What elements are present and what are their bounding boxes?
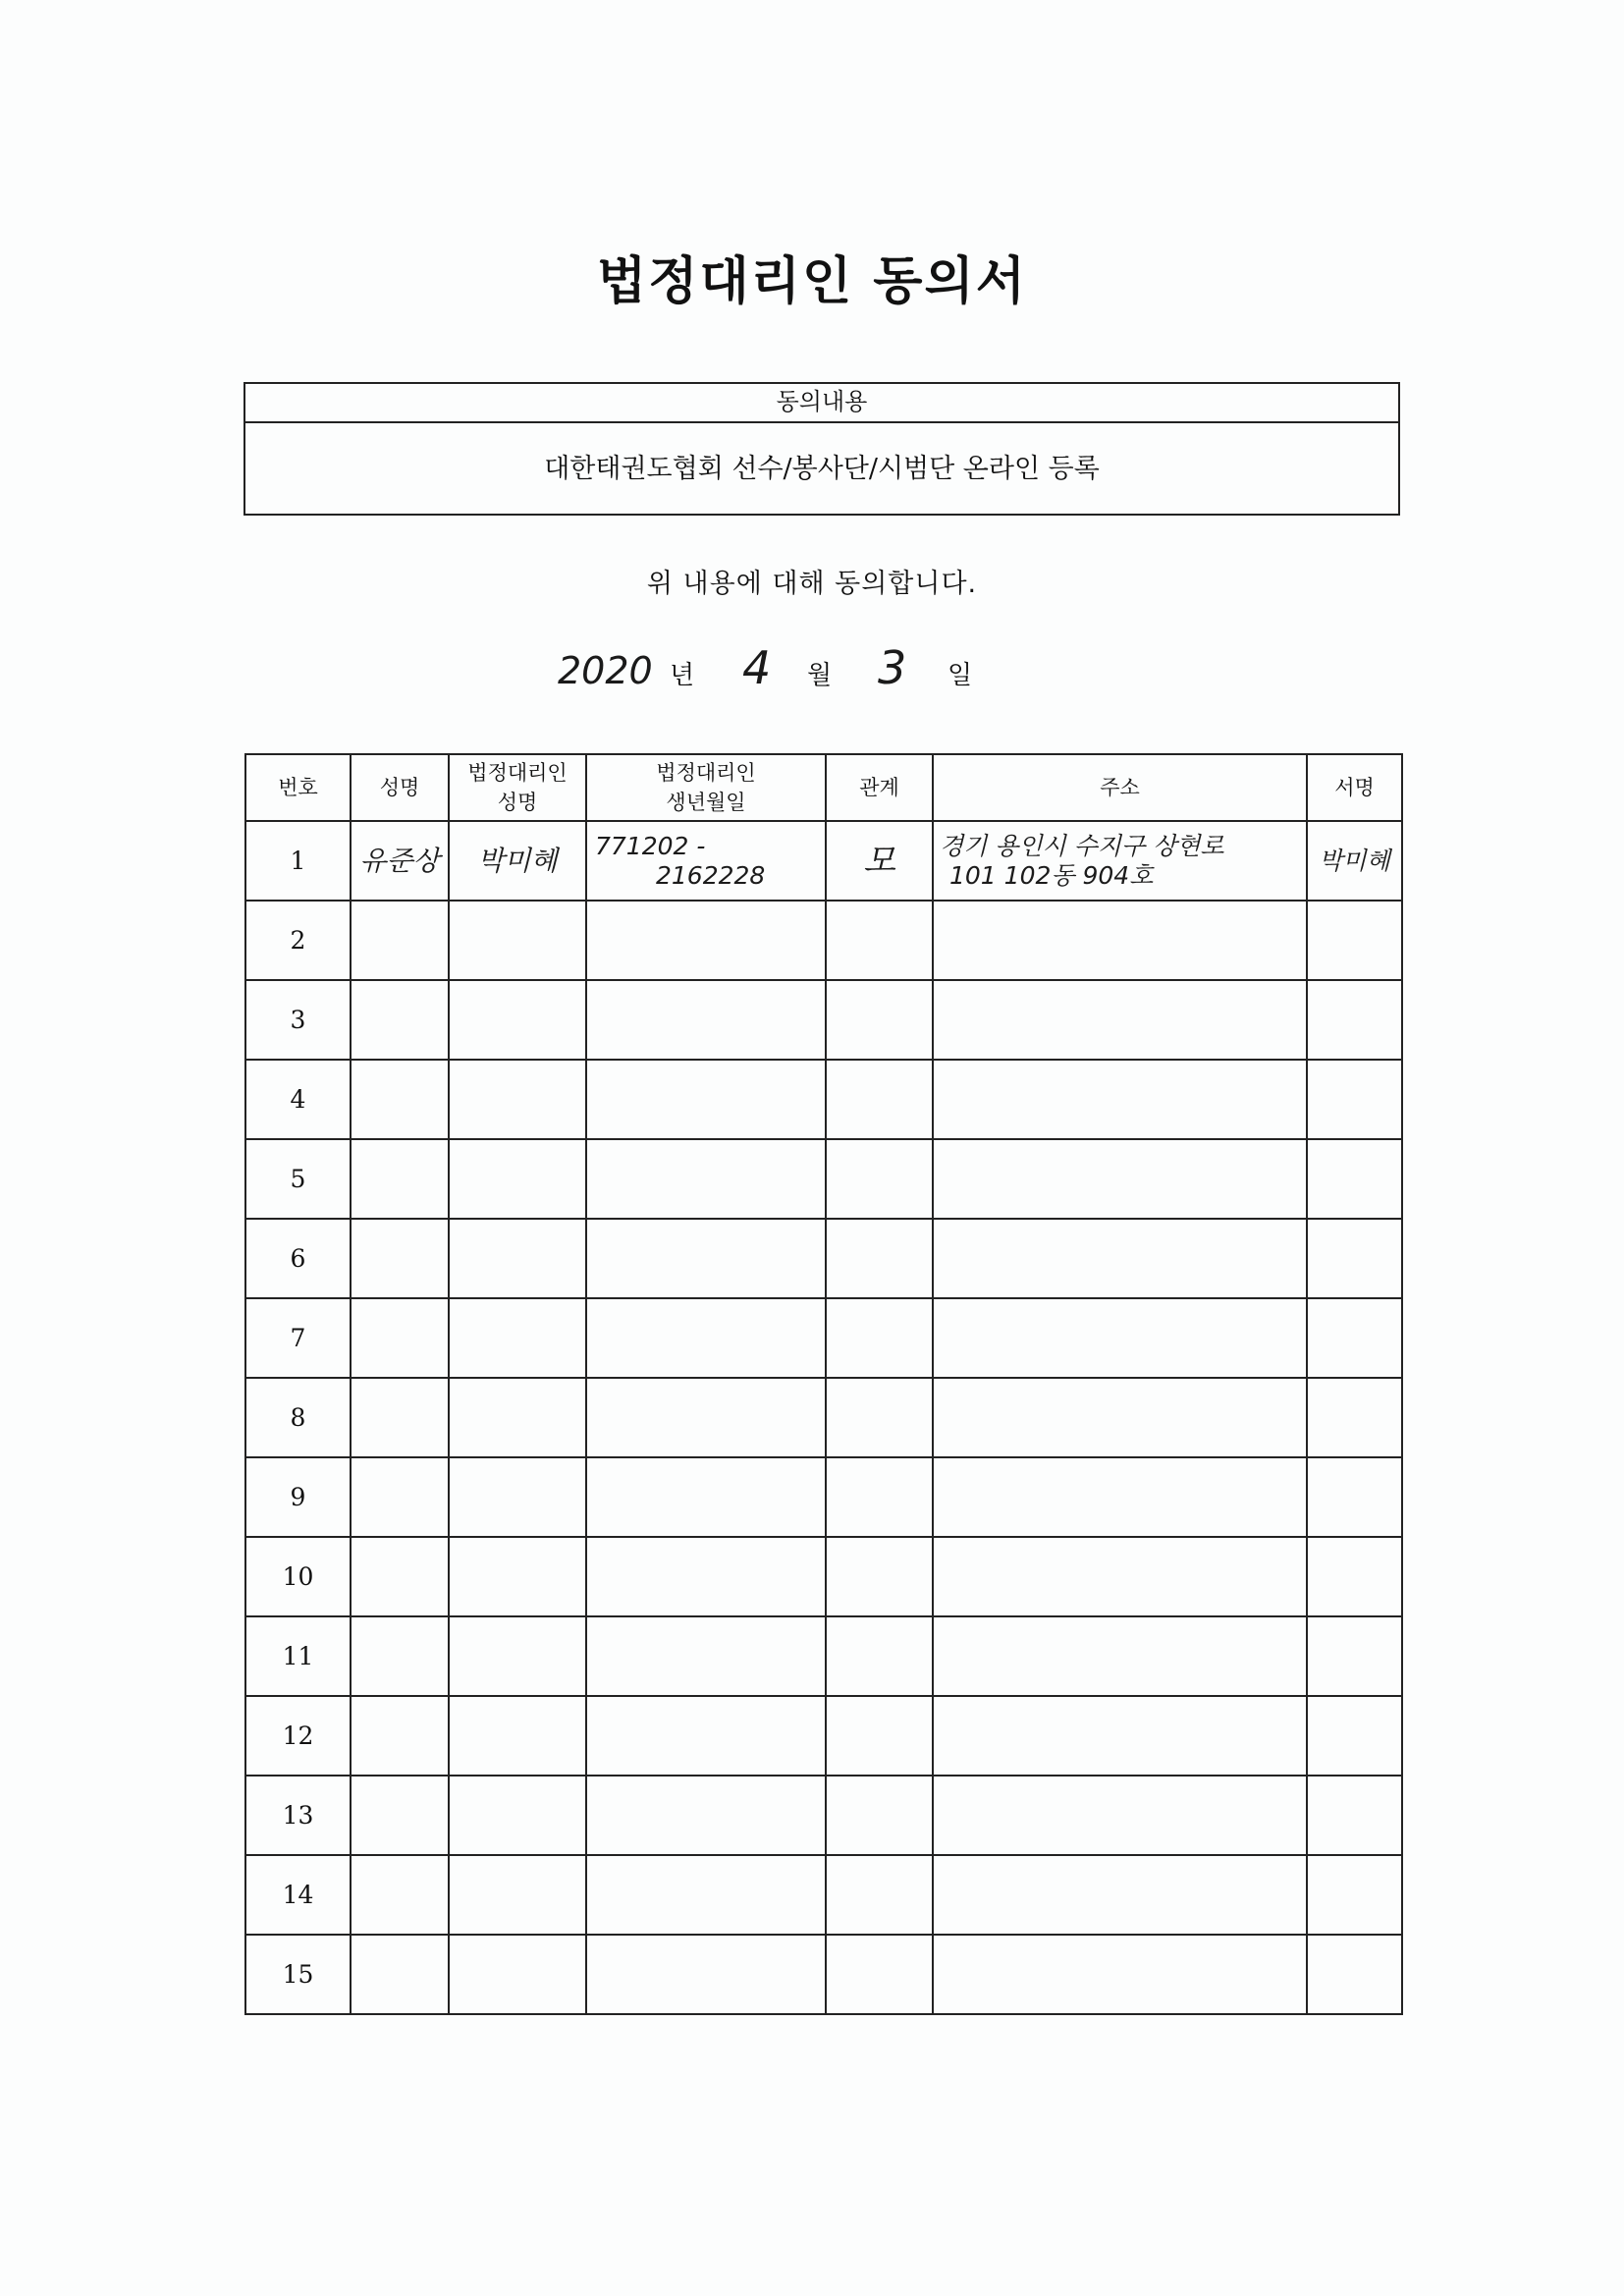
header-address: 주소 bbox=[933, 754, 1307, 821]
relation-cell bbox=[826, 1776, 933, 1855]
row-number: 8 bbox=[245, 1378, 351, 1457]
guardian-name-cell bbox=[449, 1935, 586, 2014]
relation-cell bbox=[826, 1378, 933, 1457]
header-name: 성명 bbox=[351, 754, 449, 821]
date-day-unit: 일 bbox=[947, 661, 973, 690]
header-guardian-name bbox=[449, 754, 586, 821]
name-cell bbox=[351, 1219, 449, 1298]
name-cell bbox=[351, 1776, 449, 1855]
name-cell bbox=[351, 1935, 449, 2014]
signature-cell bbox=[1307, 1537, 1402, 1616]
row-number: 7 bbox=[245, 1298, 351, 1378]
row-number: 9 bbox=[245, 1457, 351, 1537]
guardian-name-cell bbox=[449, 1457, 586, 1537]
table-row bbox=[245, 1935, 1402, 2014]
table-row bbox=[245, 1855, 1402, 1935]
header-no: 번호 bbox=[245, 754, 351, 821]
row-number: 1 bbox=[245, 821, 351, 901]
header-signature: 서명 bbox=[1307, 754, 1402, 821]
table-row bbox=[245, 1298, 1402, 1378]
agreement-statement: 위 내용에 대해 동의합니다. bbox=[646, 569, 978, 599]
date-day-value: 3 bbox=[878, 641, 907, 694]
relation-cell bbox=[826, 1616, 933, 1696]
date-year-value: 2020 bbox=[558, 649, 653, 692]
table-row bbox=[245, 1219, 1402, 1298]
row-number: 12 bbox=[245, 1696, 351, 1776]
guardian-name-cell bbox=[449, 1298, 586, 1378]
guardian-birth-cell bbox=[586, 1457, 826, 1537]
signature-cell bbox=[1307, 1935, 1402, 2014]
table-row bbox=[245, 1139, 1402, 1219]
consent-content: 대한태권도협회 선수/봉사단/시범단 온라인 등록 bbox=[544, 454, 1100, 484]
guardian-name-cell bbox=[449, 980, 586, 1060]
row-number: 4 bbox=[245, 1060, 351, 1139]
guardian-birth-cell bbox=[586, 1696, 826, 1776]
relation-cell bbox=[826, 1935, 933, 2014]
guardian-name-cell bbox=[449, 1855, 586, 1935]
name-cell bbox=[351, 980, 449, 1060]
document-title: 법정대리인 동의서 bbox=[597, 252, 1027, 311]
header-relation: 관계 bbox=[826, 754, 933, 821]
address-cell bbox=[933, 1060, 1307, 1139]
relation-cell bbox=[826, 980, 933, 1060]
address-cell bbox=[933, 1696, 1307, 1776]
address-cell bbox=[933, 1457, 1307, 1537]
row-number: 14 bbox=[245, 1855, 351, 1935]
relation-cell bbox=[826, 1696, 933, 1776]
header-guardian-birth-line1: 법정대리인 bbox=[656, 761, 756, 785]
address-cell bbox=[933, 1139, 1307, 1219]
table-row bbox=[245, 1457, 1402, 1537]
name-cell bbox=[351, 1696, 449, 1776]
guardian-name-cell bbox=[449, 1378, 586, 1457]
signature-cell bbox=[1307, 901, 1402, 980]
signature-cell bbox=[1307, 1298, 1402, 1378]
row-number: 6 bbox=[245, 1219, 351, 1298]
name-cell bbox=[351, 1616, 449, 1696]
header-guardian-birth-line2: 생년월일 bbox=[666, 791, 746, 814]
table-row bbox=[245, 901, 1402, 980]
address-cell bbox=[933, 901, 1307, 980]
address-line1: 경기 용인시 수지구 상현로 bbox=[940, 831, 1224, 860]
guardian-name-cell: 박미혜 bbox=[449, 821, 586, 901]
signature-cell: 박미혜 bbox=[1307, 821, 1402, 901]
guardian-name-cell bbox=[449, 1219, 586, 1298]
name-cell bbox=[351, 1139, 449, 1219]
table-row bbox=[245, 1776, 1402, 1855]
signature-cell bbox=[1307, 1219, 1402, 1298]
name-cell bbox=[351, 1457, 449, 1537]
header-guardian-name-line1: 법정대리인 bbox=[467, 761, 568, 785]
signature-cell bbox=[1307, 1696, 1402, 1776]
row-number: 10 bbox=[245, 1537, 351, 1616]
row-number: 2 bbox=[245, 901, 351, 980]
signature-cell bbox=[1307, 1139, 1402, 1219]
name-cell bbox=[351, 1537, 449, 1616]
name-cell bbox=[351, 1298, 449, 1378]
relation-cell bbox=[826, 901, 933, 980]
signature-cell bbox=[1307, 1616, 1402, 1696]
address-cell bbox=[933, 1616, 1307, 1696]
guardian-name-cell bbox=[449, 901, 586, 980]
table-row bbox=[245, 980, 1402, 1060]
row-number: 13 bbox=[245, 1776, 351, 1855]
relation-cell bbox=[826, 1219, 933, 1298]
signature-cell bbox=[1307, 1457, 1402, 1537]
table-row bbox=[245, 1537, 1402, 1616]
relation-cell bbox=[826, 1060, 933, 1139]
date-month-unit: 월 bbox=[807, 661, 833, 690]
guardian-name-cell bbox=[449, 1537, 586, 1616]
guardian-birth-cell bbox=[586, 1537, 826, 1616]
table-row bbox=[245, 821, 1402, 901]
relation-cell bbox=[826, 1298, 933, 1378]
guardian-birth-cell bbox=[586, 1139, 826, 1219]
guardian-name-cell bbox=[449, 1616, 586, 1696]
address-line2: 101 102동 904호 bbox=[949, 860, 1154, 890]
name-cell: 유준상 bbox=[351, 821, 449, 901]
name-cell bbox=[351, 901, 449, 980]
row-number: 5 bbox=[245, 1139, 351, 1219]
header-guardian-name-line2: 성명 bbox=[497, 791, 538, 814]
address-cell bbox=[933, 1298, 1307, 1378]
address-cell bbox=[933, 1855, 1307, 1935]
table-row bbox=[245, 1060, 1402, 1139]
name-cell bbox=[351, 1060, 449, 1139]
consent-header: 동의내용 bbox=[245, 384, 1398, 423]
guardian-birth-line1: 771202 - bbox=[595, 831, 706, 860]
guardian-name-cell bbox=[449, 1696, 586, 1776]
table-header-row bbox=[245, 754, 1402, 821]
guardian-birth-cell bbox=[586, 901, 826, 980]
guardian-name-cell bbox=[449, 1776, 586, 1855]
guardian-birth-cell bbox=[586, 1060, 826, 1139]
signature-cell bbox=[1307, 980, 1402, 1060]
guardian-birth-cell bbox=[586, 1298, 826, 1378]
signature-cell bbox=[1307, 1855, 1402, 1935]
relation-cell bbox=[826, 1855, 933, 1935]
guardian-birth-cell bbox=[586, 821, 826, 901]
date-year-unit: 년 bbox=[670, 661, 695, 690]
guardian-birth-line2: 2162228 bbox=[656, 860, 766, 890]
address-cell bbox=[933, 1378, 1307, 1457]
guardian-birth-cell bbox=[586, 1219, 826, 1298]
address-cell bbox=[933, 1776, 1307, 1855]
relation-cell: 모 bbox=[826, 821, 933, 901]
guardian-name-cell bbox=[449, 1060, 586, 1139]
relation-cell bbox=[826, 1457, 933, 1537]
guardian-name-cell bbox=[449, 1139, 586, 1219]
address-cell bbox=[933, 1537, 1307, 1616]
address-cell bbox=[933, 1219, 1307, 1298]
header-guardian-birth bbox=[586, 754, 826, 821]
signature-cell bbox=[1307, 1060, 1402, 1139]
row-number: 11 bbox=[245, 1616, 351, 1696]
table-row bbox=[245, 1378, 1402, 1457]
signature-cell bbox=[1307, 1776, 1402, 1855]
guardian-table bbox=[244, 753, 1403, 2015]
row-number: 15 bbox=[245, 1935, 351, 2014]
guardian-birth-cell bbox=[586, 980, 826, 1060]
date-month-value: 4 bbox=[742, 641, 772, 694]
guardian-birth-cell bbox=[586, 1855, 826, 1935]
guardian-birth-cell bbox=[586, 1776, 826, 1855]
guardian-birth-cell bbox=[586, 1616, 826, 1696]
guardian-birth-cell bbox=[586, 1378, 826, 1457]
address-cell bbox=[933, 1935, 1307, 2014]
table-row bbox=[245, 1696, 1402, 1776]
consent-box bbox=[244, 382, 1400, 516]
address-cell bbox=[933, 980, 1307, 1060]
guardian-birth-cell bbox=[586, 1935, 826, 2014]
relation-cell bbox=[826, 1537, 933, 1616]
signature-cell bbox=[1307, 1378, 1402, 1457]
address-cell bbox=[933, 821, 1307, 901]
relation-cell bbox=[826, 1139, 933, 1219]
row-number: 3 bbox=[245, 980, 351, 1060]
table-row bbox=[245, 1616, 1402, 1696]
name-cell bbox=[351, 1378, 449, 1457]
name-cell bbox=[351, 1855, 449, 1935]
